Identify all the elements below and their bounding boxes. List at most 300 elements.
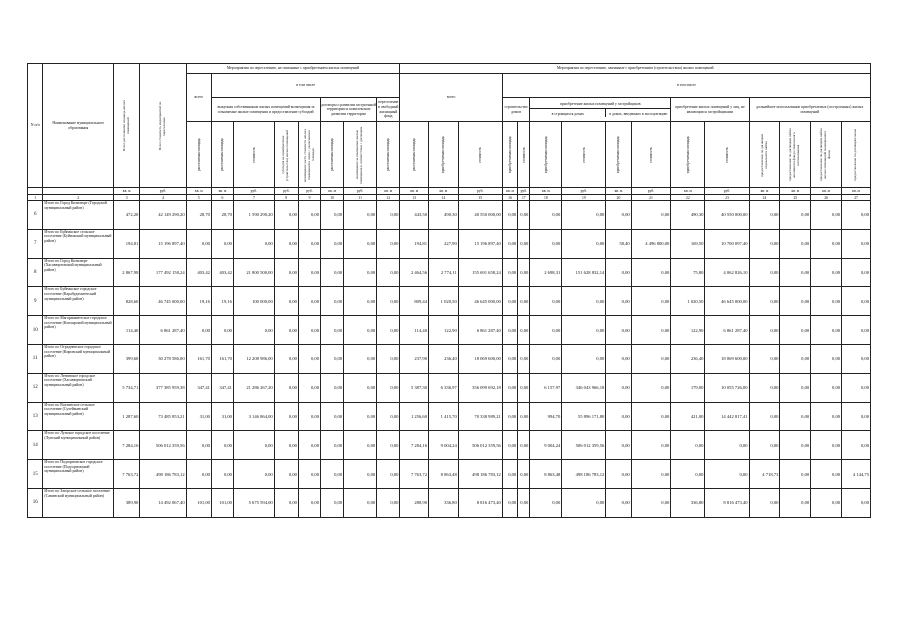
unit-cell — [43, 188, 114, 195]
value-cell: 490,30 — [429, 201, 459, 230]
value-cell: 114,40 — [400, 316, 429, 345]
value-cell: 1 020,50 — [429, 287, 459, 316]
value-cell: 1 287,60 — [113, 402, 139, 431]
value-cell: 19,16 — [186, 287, 211, 316]
municipality-name-text: Итого по Магарамкентское городское поселение (Кизлярский муниципальный район) — [44, 316, 112, 330]
lv-use-3: предоставление по договорам найма жилых помещений маневренного фонда — [811, 122, 842, 188]
value-cell: 0,00 — [233, 229, 274, 258]
value-cell: 0,00 — [211, 229, 233, 258]
header-sub-dogovor: договоры о развитии застроенной территории и комплексном развитии территории — [321, 98, 377, 122]
value-cell: 0,00 — [530, 287, 562, 316]
municipality-name-text: Итого по Город Кизилюрт (Хасавюртовский муниципальный район) — [44, 258, 102, 272]
value-cell: 498 186 783,12 — [458, 460, 502, 489]
municipality-name-text: Итого по Отрадненское городское поселение (Кировский муниципальный район) — [44, 344, 111, 359]
municipality-name — [43, 316, 114, 345]
value-cell: 0,00 — [274, 229, 298, 258]
unit-cell: кв. м — [377, 188, 400, 195]
value-cell: 0,00 — [518, 431, 530, 460]
value-cell: 0,00 — [502, 460, 517, 489]
municipality-name — [43, 229, 114, 258]
value-cell: 0,00 — [606, 316, 631, 345]
value-cell: 0,00 — [298, 402, 320, 431]
unit-cell: кв. м — [400, 188, 429, 195]
value-cell: 0,00 — [518, 402, 530, 431]
value-cell: 0,00 — [377, 316, 400, 345]
value-cell: 0,00 — [631, 201, 671, 230]
value-cell: 179,00 — [671, 373, 705, 402]
column-number: 8 — [274, 195, 298, 201]
value-cell: 2 867,98 — [113, 258, 139, 287]
value-cell: 122,90 — [429, 316, 459, 345]
municipality-name-text: Итого по Буйнакское сельское поселение (Буйнакский муниципальный район) — [44, 229, 112, 243]
value-cell: 403,42 — [186, 258, 211, 287]
lv-compensation-2: возмещение за изымаемые жилые помещения в соответствии с договором — [344, 122, 377, 188]
lv-subsidy: субсидия на приобретение (строительство) жилых помещений — [274, 122, 298, 188]
value-cell: 0,00 — [780, 373, 811, 402]
value-cell: 15 196 897,40 — [140, 229, 186, 258]
value-cell: 7 284,16 — [113, 431, 139, 460]
value-cell: 0,00 — [502, 402, 517, 431]
value-cell: 506 012 359,56 — [140, 431, 186, 460]
value-cell: 7 763,72 — [400, 460, 429, 489]
value-cell: 122,90 — [671, 316, 705, 345]
value-cell: 0,00 — [606, 488, 631, 517]
value-cell: 0,00 — [518, 287, 530, 316]
document-sheet — [27, 63, 871, 518]
row-index: 16 — [28, 488, 43, 517]
value-cell: 506 012 359,56 — [458, 431, 502, 460]
value-cell: 19,16 — [211, 287, 233, 316]
unit-cell: кв. м — [429, 188, 459, 195]
value-cell: 0,00 — [631, 488, 671, 517]
value-cell: 0,00 — [631, 344, 671, 373]
value-cell: 0,00 — [631, 287, 671, 316]
value-cell: 0,00 — [298, 229, 320, 258]
value-cell: 9 004,24 — [429, 431, 459, 460]
value-cell: 0,00 — [377, 488, 400, 517]
value-cell: 101,00 — [211, 488, 233, 517]
value-cell: 0,00 — [274, 402, 298, 431]
value-cell: 0,00 — [377, 344, 400, 373]
lv-area-resett-4: расселяемая площадь — [377, 122, 400, 188]
value-cell: 0,00 — [780, 431, 811, 460]
lv-cost-3: стоимость — [518, 122, 530, 188]
value-cell: 0,00 — [233, 431, 274, 460]
value-cell: 161,70 — [211, 344, 233, 373]
value-cell: 506 012 359,56 — [562, 431, 606, 460]
row-index: 6 — [28, 201, 43, 230]
value-cell: 288,90 — [400, 488, 429, 517]
value-cell: 0,00 — [562, 229, 606, 258]
row-index: 13 — [28, 402, 43, 431]
value-cell: 0,00 — [606, 431, 631, 460]
value-cell: 0,00 — [211, 316, 233, 345]
value-cell: 0,00 — [377, 373, 400, 402]
value-cell: 40 550 000,00 — [458, 201, 502, 230]
unit-cell: кв. м — [811, 188, 842, 195]
value-cell: 0,00 — [274, 431, 298, 460]
value-cell: 0,00 — [211, 431, 233, 460]
value-cell: 21 286 267,20 — [233, 373, 274, 402]
header-sub-acquire-other: приобретение жилых помещений у лиц, не являющихся застройщиками — [671, 98, 749, 122]
value-cell: 55 896 171,80 — [562, 402, 606, 431]
value-cell: 498 186 783,12 — [562, 460, 606, 489]
municipality-name — [43, 402, 114, 431]
unit-cell: кв. м — [321, 188, 344, 195]
value-cell: 0,00 — [671, 460, 705, 489]
unit-cell: кв. м — [502, 188, 517, 195]
column-number: 23 — [705, 195, 749, 201]
value-cell: 0,00 — [562, 201, 606, 230]
value-cell: 177 492 158,24 — [140, 258, 186, 287]
value-cell: 0,00 — [530, 344, 562, 373]
lv-area-acquired-2: приобретаемая площадь — [502, 122, 517, 188]
column-number: 6 — [211, 195, 233, 201]
value-cell: 0,00 — [631, 316, 671, 345]
value-cell: 0,00 — [749, 373, 780, 402]
value-cell: 8 863,48 — [429, 460, 459, 489]
value-cell: 18 069 600,00 — [458, 344, 502, 373]
value-cell: 356 099 692,18 — [458, 373, 502, 402]
header-group-no-acquisition: Мероприятия по переселению, не связанные с приобретением жилых помещений — [186, 64, 400, 74]
lv-cost: стоимость — [233, 122, 274, 188]
value-cell: 114,40 — [113, 316, 139, 345]
value-cell: 0,00 — [321, 287, 344, 316]
column-number: 3 — [113, 195, 139, 201]
value-cell: 0,00 — [186, 431, 211, 460]
value-cell: 0,00 — [344, 431, 377, 460]
value-cell: 2 698,31 — [530, 258, 562, 287]
value-cell: 0,00 — [780, 287, 811, 316]
value-cell: 0,00 — [377, 460, 400, 489]
value-cell: 0,00 — [562, 287, 606, 316]
municipality-name — [43, 488, 114, 517]
value-cell: 6 861 287,40 — [140, 316, 186, 345]
value-cell: 10 055 726,00 — [705, 373, 749, 402]
value-cell: 70 338 989,21 — [458, 402, 502, 431]
value-cell: 0,00 — [631, 431, 671, 460]
value-cell: 0,00 — [811, 460, 842, 489]
column-number: 4 — [140, 195, 186, 201]
header-sub-acquire — [530, 98, 671, 122]
header-sub-stroit: строительство домов — [502, 98, 530, 122]
value-cell: 73 485 853,21 — [140, 402, 186, 431]
lv-area-acquired: приобретаемая площадь — [429, 122, 459, 188]
value-cell: 0,00 — [749, 488, 780, 517]
value-cell: 0,00 — [811, 488, 842, 517]
header-sub-further: дальнейшее использование приобретаемых (построенных) жилых помещений — [749, 98, 870, 122]
value-cell: 0,00 — [780, 258, 811, 287]
value-cell: 0,00 — [186, 229, 211, 258]
value-cell: 58,40 — [606, 229, 631, 258]
value-cell: 498 186 783,12 — [140, 460, 186, 489]
table-row — [28, 258, 871, 287]
value-cell: 227,90 — [429, 229, 459, 258]
value-cell: 0,00 — [530, 229, 562, 258]
value-cell: 1 590 290,20 — [233, 201, 274, 230]
value-cell: 155 691 658,24 — [458, 258, 502, 287]
value-cell: 0,00 — [780, 488, 811, 517]
value-cell: 0,00 — [749, 402, 780, 431]
value-cell: 0,00 — [344, 316, 377, 345]
value-cell: 0,00 — [344, 258, 377, 287]
header-v-tom-chisle-left: в том числе — [211, 74, 399, 98]
value-cell: 0,00 — [530, 316, 562, 345]
municipality-name-text: Итого по Вахтинское сельское поселение (Сулейманский муниципальный район) — [44, 402, 95, 416]
value-cell: 21 800 500,00 — [233, 258, 274, 287]
value-cell: 0,00 — [518, 201, 530, 230]
value-cell: 0,00 — [606, 258, 631, 287]
value-cell: 0,00 — [518, 229, 530, 258]
value-cell: 0,00 — [811, 402, 842, 431]
column-number: 2 — [43, 195, 114, 201]
value-cell: 0,00 — [274, 316, 298, 345]
value-cell: 0,00 — [811, 431, 842, 460]
unit-cell: кв. м — [113, 188, 139, 195]
value-cell: 0,00 — [502, 488, 517, 517]
value-cell: 0,00 — [530, 201, 562, 230]
lv-area-resett-3: расселяемая площадь — [321, 122, 344, 188]
value-cell: 421,00 — [671, 402, 705, 431]
resettlement-table — [27, 63, 871, 518]
value-cell: 0,00 — [562, 488, 606, 517]
header-sub-acquire-split — [530, 109, 670, 117]
value-cell: 0,00 — [842, 258, 871, 287]
column-number: 20 — [606, 195, 631, 201]
value-cell: 0,00 — [606, 373, 631, 402]
value-cell: 346 043 966,18 — [562, 373, 606, 402]
value-cell: 0,00 — [298, 373, 320, 402]
row-index: 14 — [28, 431, 43, 460]
value-cell: 0,00 — [321, 201, 344, 230]
value-cell: 0,00 — [274, 201, 298, 230]
value-cell: 3 146 864,00 — [233, 402, 274, 431]
value-cell: 0,00 — [518, 316, 530, 345]
row-index: 9 — [28, 287, 43, 316]
value-cell: 0,00 — [298, 287, 320, 316]
value-cell: 0,00 — [842, 201, 871, 230]
value-cell: 0,00 — [298, 460, 320, 489]
value-cell: 0,00 — [502, 258, 517, 287]
lv-area-resett-5: расселяемая площадь — [400, 122, 429, 188]
row-index: 11 — [28, 344, 43, 373]
value-cell: 0,00 — [321, 402, 344, 431]
value-cell: 0,00 — [780, 402, 811, 431]
value-cell: 46 645 000,00 — [458, 287, 502, 316]
value-cell: 237,90 — [400, 344, 429, 373]
value-cell: 7 763,72 — [113, 460, 139, 489]
value-cell: 236,40 — [671, 344, 705, 373]
value-cell: 0,00 — [344, 287, 377, 316]
value-cell: 0,00 — [186, 460, 211, 489]
value-cell: 0,00 — [518, 460, 530, 489]
value-cell: 5 675 594,00 — [233, 488, 274, 517]
row-index: 8 — [28, 258, 43, 287]
value-cell: 0,00 — [233, 460, 274, 489]
lv-cost-5: стоимость — [631, 122, 671, 188]
value-cell: 9 004,24 — [530, 431, 562, 460]
column-number: 16 — [502, 195, 517, 201]
column-number: 17 — [518, 195, 530, 201]
value-cell: 0,00 — [811, 344, 842, 373]
municipality-name-text: Итого по Загорское сельское поселение (Савинский муниципальный район) — [44, 488, 110, 498]
value-cell: 0,00 — [344, 201, 377, 230]
value-cell: 28,70 — [211, 201, 233, 230]
value-cell: 100 000,00 — [233, 287, 274, 316]
value-cell: 31,00 — [186, 402, 211, 431]
column-number: 1 — [28, 195, 43, 201]
lv-area-resett: расселяемая площадь — [186, 122, 211, 188]
header-sub-payment: выкупная собственникам жилых помещений возмещения за изымаемые жилые помещения и предоставление субсидий — [211, 98, 320, 122]
value-cell: 377 385 959,38 — [140, 373, 186, 402]
value-cell: 0,00 — [502, 201, 517, 230]
value-cell: 8 816 473,40 — [705, 488, 749, 517]
value-cell: 336,80 — [429, 488, 459, 517]
table-row — [28, 373, 871, 402]
value-cell: 0,00 — [842, 287, 871, 316]
value-cell: 0,00 — [274, 258, 298, 287]
value-cell: 0,00 — [749, 229, 780, 258]
value-cell: 0,00 — [321, 373, 344, 402]
lv-cost-6: стоимость — [705, 122, 749, 188]
column-number: 5 — [186, 195, 211, 201]
value-cell: 0,00 — [518, 344, 530, 373]
value-cell: 0,00 — [780, 460, 811, 489]
value-cell: 0,00 — [377, 229, 400, 258]
value-cell: 10 700 097,40 — [705, 229, 749, 258]
column-number: 21 — [631, 195, 671, 201]
value-cell: 0,00 — [274, 287, 298, 316]
value-cell: 0,00 — [749, 258, 780, 287]
column-number: 9 — [298, 195, 320, 201]
row-index: 10 — [28, 316, 43, 345]
value-cell: 0,00 — [780, 316, 811, 345]
value-cell: 1 415,70 — [429, 402, 459, 431]
value-cell: 5 734,71 — [113, 373, 139, 402]
value-cell: 0,00 — [749, 287, 780, 316]
header-name: Наименование муниципального образования — [43, 64, 114, 188]
unit-cell: кв. м — [211, 188, 233, 195]
value-cell: 0,00 — [811, 316, 842, 345]
units-row — [28, 188, 871, 195]
header-vsego-left: всего — [186, 74, 211, 122]
value-cell: 347,41 — [211, 373, 233, 402]
municipality-name — [43, 344, 114, 373]
unit-cell: кв. м — [186, 188, 211, 195]
value-cell: 0,00 — [274, 488, 298, 517]
header-no: N п/п — [28, 64, 43, 188]
table-row — [28, 431, 871, 460]
municipality-name-text: Итого по Буйнакское городское поселение (Карабудахкентский муниципальный район) — [44, 287, 97, 301]
value-cell: 809,44 — [400, 287, 429, 316]
value-cell: 15 196 897,40 — [458, 229, 502, 258]
column-number: 13 — [400, 195, 429, 201]
municipality-name — [43, 258, 114, 287]
value-cell: 0,00 — [842, 316, 871, 345]
value-cell: 336,80 — [671, 488, 705, 517]
value-cell: 0,00 — [518, 373, 530, 402]
table-row — [28, 488, 871, 517]
value-cell: 0,00 — [518, 488, 530, 517]
value-cell: 0,00 — [749, 431, 780, 460]
value-cell: 2 464,56 — [400, 258, 429, 287]
unit-cell: кв. м — [780, 188, 811, 195]
lv-cost-4: стоимость — [562, 122, 606, 188]
value-cell: 0,00 — [377, 402, 400, 431]
lv-use-1: предоставление по договорам социального найма — [749, 122, 780, 188]
value-cell: 151 628 832,14 — [562, 258, 606, 287]
column-number: 27 — [842, 195, 871, 201]
lv-compensation: возмещение части стоимости жилых помещений в связи с увеличением площади — [298, 122, 320, 188]
value-cell: 0,00 — [321, 316, 344, 345]
row-index: 12 — [28, 373, 43, 402]
value-cell: 0,00 — [274, 344, 298, 373]
value-cell: 0,00 — [842, 344, 871, 373]
value-cell: 6 336,97 — [429, 373, 459, 402]
value-cell: 4 718,73 — [749, 460, 780, 489]
value-cell: 2 774,11 — [429, 258, 459, 287]
unit-cell: кв. м — [606, 188, 631, 195]
header-area-total: Всего расселяемая площадь жилых помещений — [113, 64, 139, 188]
value-cell: 0,00 — [780, 229, 811, 258]
header-sub-acquire-new: в строящихся домах — [530, 109, 606, 117]
unit-cell: руб. — [298, 188, 320, 195]
value-cell: 0,00 — [811, 229, 842, 258]
unit-cell: кв. м — [671, 188, 705, 195]
value-cell: 8 863,48 — [530, 460, 562, 489]
value-cell: 0,00 — [344, 488, 377, 517]
value-cell: 403,42 — [211, 258, 233, 287]
value-cell: 0,00 — [811, 373, 842, 402]
value-cell: 0,00 — [321, 488, 344, 517]
value-cell: 0,00 — [705, 460, 749, 489]
value-cell: 0,00 — [606, 402, 631, 431]
unit-cell: руб. — [274, 188, 298, 195]
value-cell: 0,00 — [606, 344, 631, 373]
value-cell: 0,00 — [842, 229, 871, 258]
column-number: 26 — [811, 195, 842, 201]
value-cell: 0,00 — [298, 344, 320, 373]
value-cell: 14 442 817,41 — [705, 402, 749, 431]
value-cell: 12 208 986,00 — [233, 344, 274, 373]
municipality-name-text: Итого по Подгорновское городское поселение (Подгорновский муниципальный район) — [44, 460, 103, 474]
header-sub-acquire-exist: в домах, введенных в эксплуатацию — [609, 112, 668, 116]
value-cell: 0,00 — [274, 373, 298, 402]
value-cell: 0,00 — [344, 460, 377, 489]
unit-cell: руб. — [518, 188, 530, 195]
column-number: 22 — [671, 195, 705, 201]
table-row — [28, 229, 871, 258]
value-cell: 490,30 — [671, 201, 705, 230]
column-number: 10 — [321, 195, 344, 201]
value-cell: 0,00 — [780, 344, 811, 373]
value-cell: 18 069 600,00 — [705, 344, 749, 373]
value-cell: 0,00 — [518, 258, 530, 287]
value-cell: 194,81 — [400, 229, 429, 258]
municipality-name-text: Итого по Город Кизилюрт (Городской муниципальный район) — [44, 201, 107, 210]
municipality-name — [43, 431, 114, 460]
value-cell: 0,00 — [321, 460, 344, 489]
table-row — [28, 460, 871, 489]
value-cell: 0,00 — [321, 344, 344, 373]
lv-cost-2: стоимость — [458, 122, 502, 188]
column-number: 15 — [458, 195, 502, 201]
value-cell: 0,00 — [606, 201, 631, 230]
value-cell: 0,00 — [344, 344, 377, 373]
value-cell: 0,00 — [811, 201, 842, 230]
value-cell: 194,81 — [113, 229, 139, 258]
value-cell: 8 816 473,40 — [458, 488, 502, 517]
